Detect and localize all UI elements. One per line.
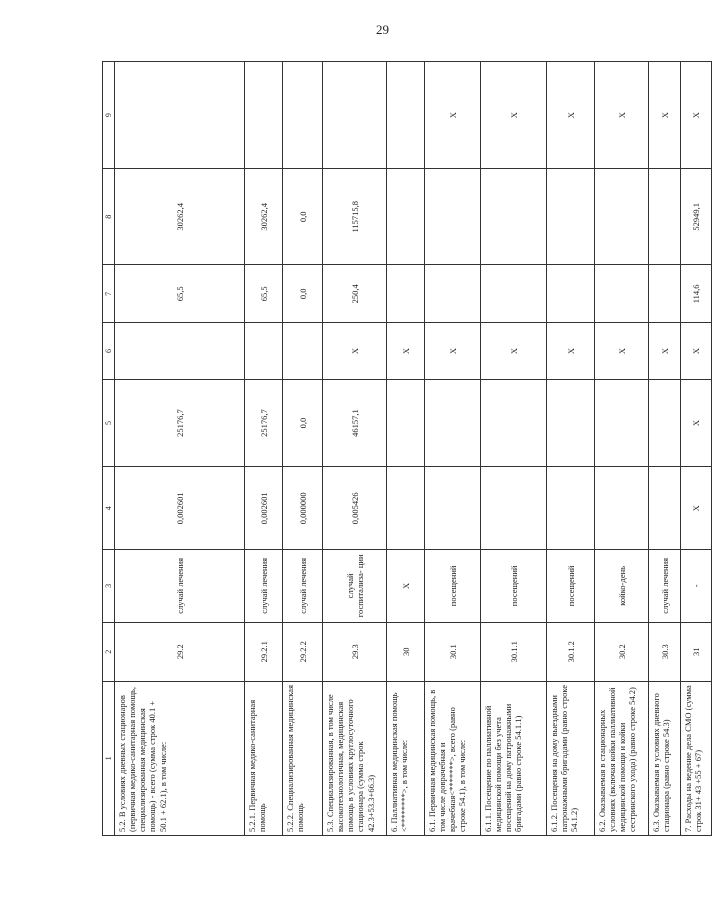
cell-col8	[595, 169, 649, 265]
cell-col5	[283, 323, 323, 379]
cell-col5	[115, 323, 245, 379]
cell-col3: X	[681, 467, 712, 550]
row-label: 6.3. Оказываемая в условиях дневного стационара (равно строке 54.3)	[649, 681, 681, 835]
cell-col4: 25176,7	[245, 379, 283, 467]
row-label: 6.1. Первичная медицинская помощь, в том числе доврачебная и врачебная<*******>, всего (равно строке 54.1), в том числе:	[425, 681, 481, 835]
column-header: 5	[103, 379, 115, 467]
cell-col4	[481, 379, 547, 467]
table-row	[425, 62, 481, 836]
cell-col9	[283, 62, 323, 169]
table-row	[681, 62, 712, 836]
cell-col9: X	[547, 62, 595, 169]
rotated-table-container	[102, 61, 704, 836]
cell-col4	[649, 379, 681, 467]
row-label: 7. Расходы на ведение дела СМО (сумма строк 31+ 43 +55 + 67)	[681, 681, 712, 835]
column-header: 6	[103, 323, 115, 379]
row-unit: X	[387, 550, 425, 622]
cell-col5: X	[649, 323, 681, 379]
cell-col8: 30262,4	[245, 169, 283, 265]
row-label: 6. Паллиативная медицинская помощь <********>, в том числе:	[387, 681, 425, 835]
table-row	[387, 62, 425, 836]
cell-col5: X	[481, 323, 547, 379]
column-header: 7	[103, 265, 115, 323]
row-code: 30.2	[595, 622, 649, 681]
row-label: 5.2.2. Специализированная медицинская помощь	[283, 681, 323, 835]
cell-col3	[387, 467, 425, 550]
cell-col5	[245, 323, 283, 379]
cell-col6	[649, 265, 681, 323]
cell-col6	[425, 265, 481, 323]
column-header: 2	[103, 622, 115, 681]
table-row	[481, 62, 547, 836]
cell-col3	[595, 467, 649, 550]
cell-col8: 52949,1	[681, 169, 712, 265]
column-header: 8	[103, 169, 115, 265]
header-row	[103, 62, 115, 836]
cell-col4	[387, 379, 425, 467]
cell-col6: 65,5	[115, 265, 245, 323]
cell-col4: 0,0	[283, 379, 323, 467]
cell-col8	[387, 169, 425, 265]
row-unit: посещений	[425, 550, 481, 622]
cell-col3: 0,002601	[115, 467, 245, 550]
row-code: 30.1.1	[481, 622, 547, 681]
cell-col5: X	[387, 323, 425, 379]
row-code: 30	[387, 622, 425, 681]
cell-col3	[481, 467, 547, 550]
cell-col5: X	[595, 323, 649, 379]
cell-col6: 250,4	[323, 265, 387, 323]
cell-col8: 115715,8	[323, 169, 387, 265]
row-label: 5.3. Специализированная, в том числе высокотехнологичная, медицинская помощь в условиях круглосуточного стационара (сумма строк 42.3+53.3+66.3)	[323, 681, 387, 835]
row-unit: посещений	[547, 550, 595, 622]
cell-col8	[481, 169, 547, 265]
cell-col6	[481, 265, 547, 323]
cell-col8: 0,0	[283, 169, 323, 265]
page-number: 29	[376, 22, 389, 37]
cell-col9: X	[649, 62, 681, 169]
cell-col6	[387, 265, 425, 323]
cell-col9	[323, 62, 387, 169]
cell-col6: 65,5	[245, 265, 283, 323]
cell-col3	[425, 467, 481, 550]
cell-col3: 0,002601	[245, 467, 283, 550]
cell-col6	[547, 265, 595, 323]
row-unit: койко-день	[595, 550, 649, 622]
cell-col9	[245, 62, 283, 169]
cell-col8: 30262,4	[115, 169, 245, 265]
cell-col3	[649, 467, 681, 550]
cell-col8	[649, 169, 681, 265]
row-code: 29.2.2	[283, 622, 323, 681]
cell-col5: X	[323, 323, 387, 379]
cell-col9: X	[681, 62, 712, 169]
cell-col4: X	[681, 379, 712, 467]
row-unit: случай лечения	[245, 550, 283, 622]
table-row	[649, 62, 681, 836]
row-label: 6.1.1. Посещение по паллиативной медицинской помощи без учета посещений на дому патронажными бригадами (равно строке 54.1.1)	[481, 681, 547, 835]
row-label: 5.2.1. Первичная медико-санитарная помощь	[245, 681, 283, 835]
row-unit: случай лечения	[115, 550, 245, 622]
data-table	[102, 61, 712, 836]
column-header: 4	[103, 467, 115, 550]
table-row	[283, 62, 323, 836]
row-code: 29.3	[323, 622, 387, 681]
row-unit: случай госпитализа- ции	[323, 550, 387, 622]
cell-col8	[547, 169, 595, 265]
cell-col3: 0,005426	[323, 467, 387, 550]
row-code: 30.3	[649, 622, 681, 681]
row-code: 29.2	[115, 622, 245, 681]
table-row	[245, 62, 283, 836]
row-unit: случай лечения	[283, 550, 323, 622]
table-row	[323, 62, 387, 836]
row-unit: -	[681, 550, 712, 622]
cell-col6	[595, 265, 649, 323]
row-code: 30.1.2	[547, 622, 595, 681]
cell-col4: 25176,7	[115, 379, 245, 467]
table-row	[115, 62, 245, 836]
row-unit: случай лечения	[649, 550, 681, 622]
cell-col6: 0,0	[283, 265, 323, 323]
column-header: 9	[103, 62, 115, 169]
row-code: 31	[681, 622, 712, 681]
cell-col6: 114,6	[681, 265, 712, 323]
cell-col9: X	[595, 62, 649, 169]
row-code: 29.2.1	[245, 622, 283, 681]
cell-col4	[595, 379, 649, 467]
table-row	[595, 62, 649, 836]
cell-col4	[425, 379, 481, 467]
row-label: 5.2. В условиях дневных стационаров (первичная медико-санитарная помощь, специализированная медицинская помощь) - всего (сумма строк 40.1 + 50.1 + 62.1), в том числе:	[115, 681, 245, 835]
row-label: 6.1.2. Посещения на дому выездными патронажными бригадами (равно строке 54.1.2)	[547, 681, 595, 835]
cell-col9: X	[481, 62, 547, 169]
table-row	[547, 62, 595, 836]
row-unit: посещений	[481, 550, 547, 622]
cell-col4: 46157,1	[323, 379, 387, 467]
cell-col5: X	[425, 323, 481, 379]
cell-col9	[115, 62, 245, 169]
cell-col3	[547, 467, 595, 550]
column-header: 1	[103, 681, 115, 835]
cell-col3: 0,000000	[283, 467, 323, 550]
cell-col4	[547, 379, 595, 467]
cell-col5: X	[681, 323, 712, 379]
row-label: 6.2. Оказываемая в стационарных условиях (включая койки паллиативной медицинской помощи и койки сестринского ухода) (равно строке 54.2)	[595, 681, 649, 835]
cell-col9	[387, 62, 425, 169]
cell-col9: X	[425, 62, 481, 169]
cell-col5: X	[547, 323, 595, 379]
row-code: 30.1	[425, 622, 481, 681]
cell-col8	[425, 169, 481, 265]
column-header: 3	[103, 550, 115, 622]
